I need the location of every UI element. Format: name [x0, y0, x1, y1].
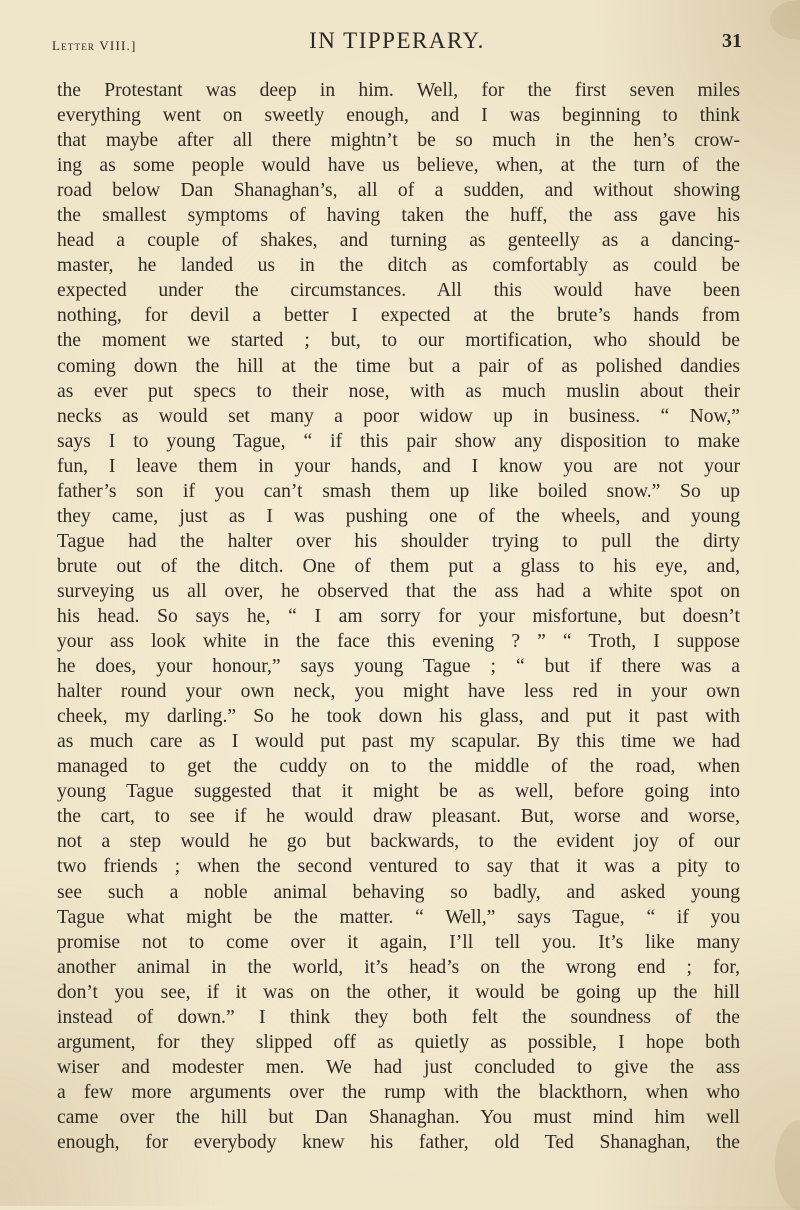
text-line: father’s son if you can’t smash them up like boiled snow.” So up	[57, 480, 740, 502]
text-line: his head. So says he, “ I am sorry for your misfortune, but doesn’t	[57, 605, 740, 627]
text-line: not a step would he go but backwards, to the evident joy of our	[57, 831, 740, 853]
text-line: expected under the circumstances. All this would have been	[57, 280, 740, 302]
text-line: as much care as I would put past my scapular. By this time we had	[57, 731, 740, 753]
text-line: the cart, to see if he would draw pleasant. But, worse and worse,	[57, 806, 740, 828]
text-line: don’t you see, if it was on the other, it would be going up the hill	[57, 981, 740, 1003]
text-line: coming down the hill at the time but a pair of as polished dandies	[57, 355, 740, 377]
text-line: the smallest symptoms of having taken the huff, the ass gave his	[57, 205, 740, 227]
text-line: nothing, for devil a better I expected at the brute’s hands from	[57, 305, 740, 327]
text-line: another animal in the world, it’s head’s on the wrong end ; for,	[57, 956, 740, 978]
text-line: everything went on sweetly enough, and I was beginning to think	[57, 105, 740, 127]
text-line: came over the hill but Dan Shanaghan. You must mind him well	[57, 1106, 740, 1128]
text-line: the moment we started ; but, to our mortification, who should be	[57, 330, 740, 352]
text-line: the Protestant was deep in him. Well, for the first seven miles	[57, 80, 740, 101]
text-line: he does, your honour,” says young Tague ; “ but if there was a	[57, 656, 740, 678]
page-number: 31	[722, 30, 742, 52]
text-line: Tague had the halter over his shoulder trying to pull the dirty	[57, 530, 740, 552]
text-line: ing as some people would have us believe, when, at the turn of the	[57, 155, 740, 177]
text-line: that maybe after all there mightn’t be so much in the hen’s crow-	[57, 130, 740, 152]
text-line: argument, for they slipped off as quietly as possible, I hope both	[57, 1031, 740, 1053]
text-line: two friends ; when the second ventured to say that it was a pity to	[57, 856, 740, 878]
text-line: managed to get the cuddy on to the middle of the road, when	[57, 756, 740, 778]
text-line: enough, for everybody knew his father, old Ted Shanaghan, the	[57, 1131, 740, 1153]
text-line: wiser and modester men. We had just concluded to give the ass	[57, 1056, 740, 1078]
text-line: your ass look white in the face this evening ? ” “ Troth, I suppose	[57, 631, 740, 653]
text-line: instead of down.” I think they both felt the soundness of the	[57, 1006, 740, 1028]
page-title: IN TIPPERARY.	[309, 28, 485, 53]
text-line: halter round your own neck, you might have less red in your own	[57, 681, 740, 703]
paper-stain	[775, 1120, 800, 1210]
body-text	[57, 78, 740, 1155]
text-line: master, he landed us in the ditch as comfortably as could be	[57, 255, 740, 277]
text-line: cheek, my darling.” So he took down his glass, and put it past with	[57, 706, 740, 728]
text-line: road below Dan Shanaghan’s, all of a sudden, and without showing	[57, 180, 740, 202]
text-line: a few more arguments over the rump with the blackthorn, when who	[57, 1081, 740, 1103]
text-line: necks as would set many a poor widow up in business. “ Now,”	[57, 405, 740, 427]
text-line: fun, I leave them in your hands, and I know you are not your	[57, 455, 740, 477]
text-line: they came, just as I was pushing one of the wheels, and young	[57, 505, 740, 527]
section-label: Letter VIII.]	[52, 38, 137, 53]
running-head	[52, 28, 742, 58]
text-line: see such a noble animal behaving so badly, and asked young	[57, 881, 740, 903]
text-line: promise not to come over it again, I’ll tell you. It’s like many	[57, 931, 740, 953]
text-line: surveying us all over, he observed that the ass had a white spot on	[57, 580, 740, 602]
paper-stain	[770, 0, 800, 40]
text-line: says I to young Tague, “ if this pair show any disposition to make	[57, 430, 740, 452]
text-line: as ever put specs to their nose, with as much muslin about their	[57, 380, 740, 402]
text-line: brute out of the ditch. One of them put a glass to his eye, and,	[57, 555, 740, 577]
text-line: young Tague suggested that it might be as well, before going into	[57, 781, 740, 803]
text-line: head a couple of shakes, and turning as genteelly as a dancing-	[57, 230, 740, 252]
text-line: Tague what might be the matter. “ Well,” says Tague, “ if you	[57, 906, 740, 928]
